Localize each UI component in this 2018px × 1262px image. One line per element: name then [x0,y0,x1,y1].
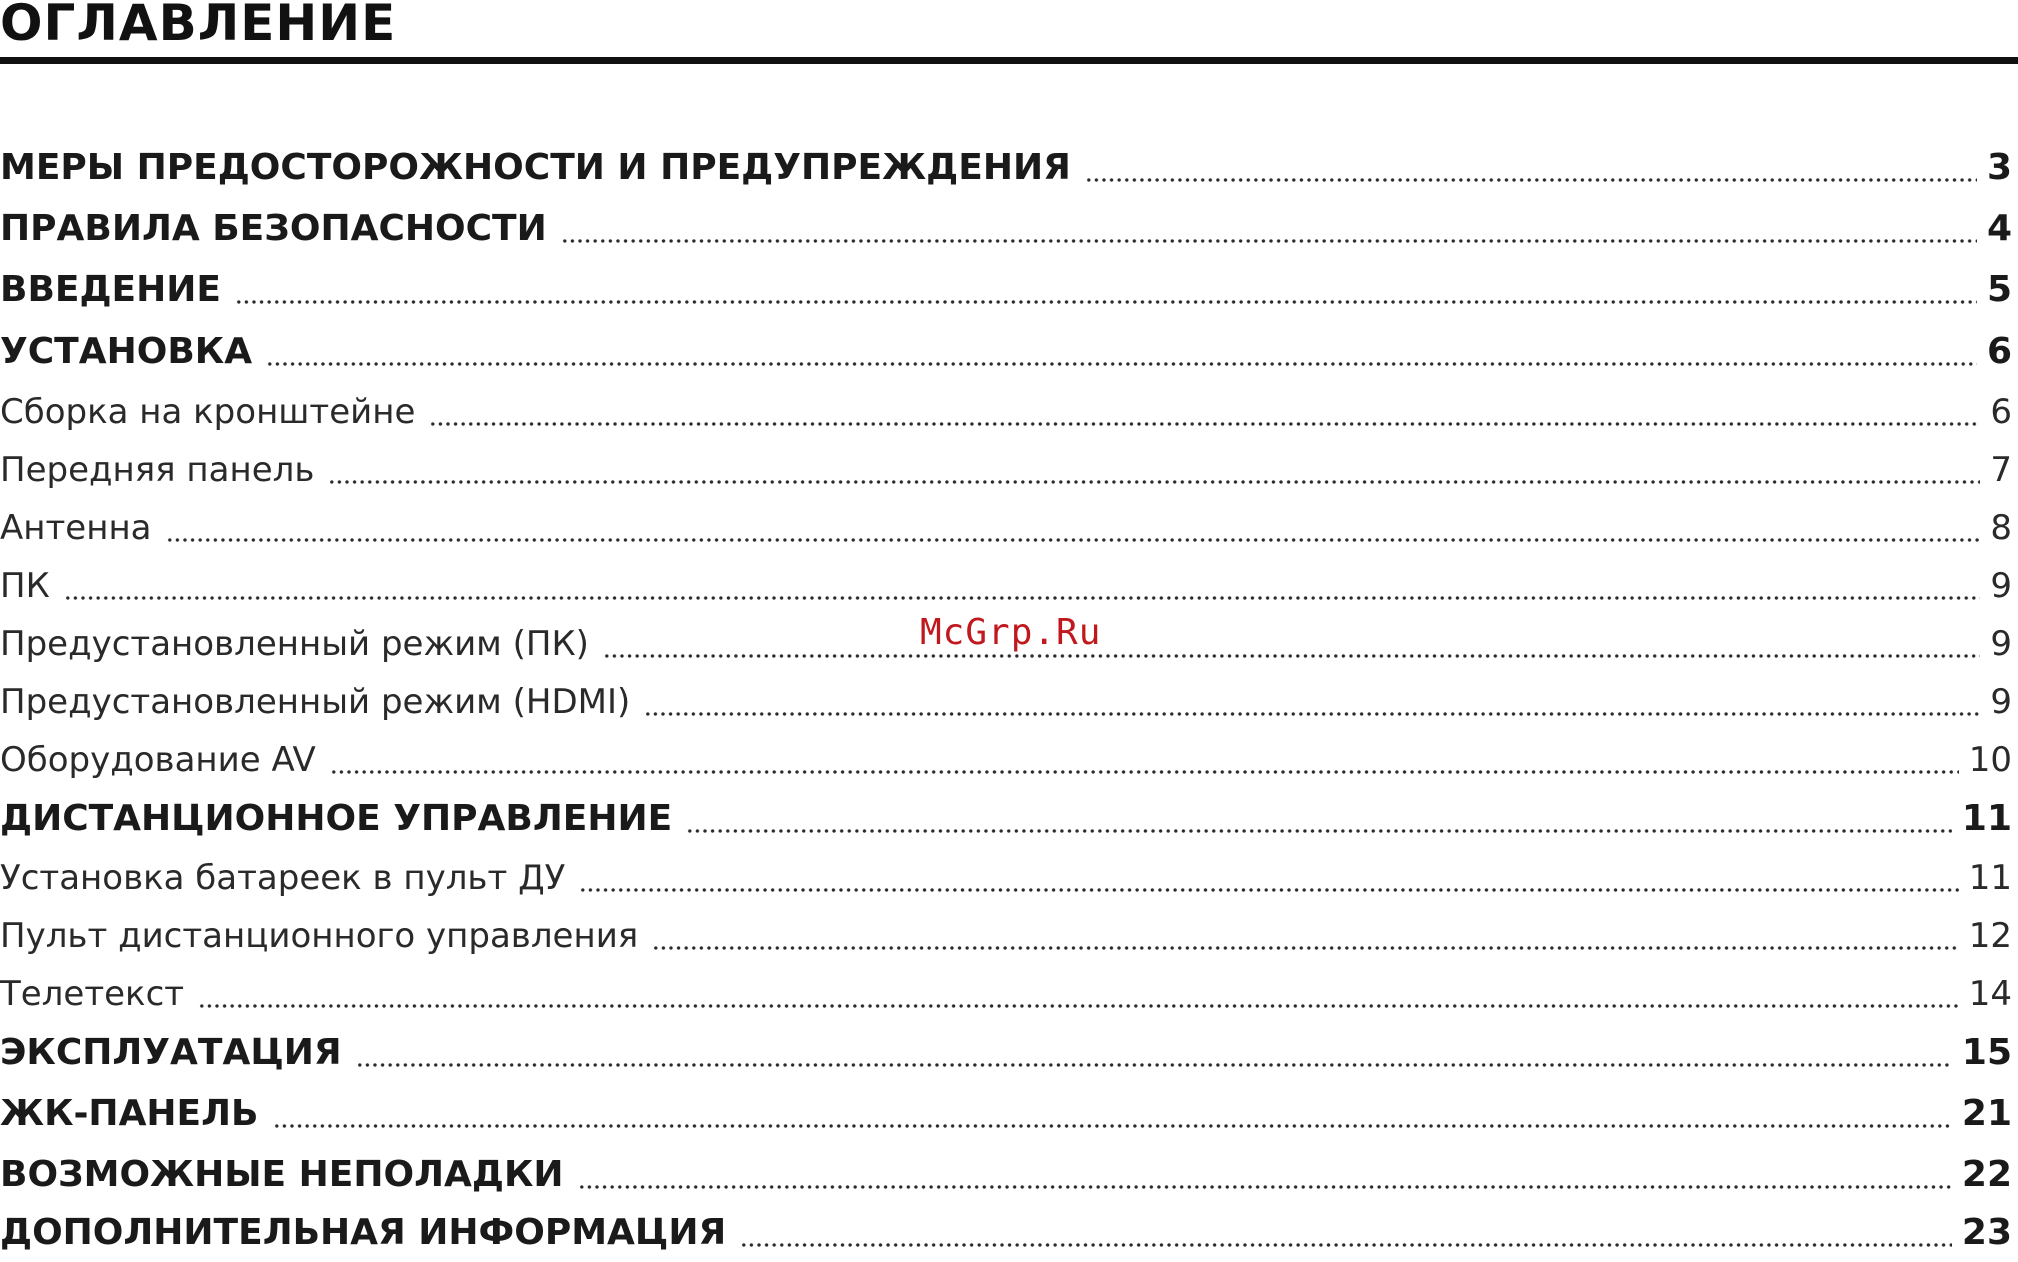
toc-entry-page: 21 [1961,1093,2012,1134]
toc-entry-title: Предустановленный режим (HDMI) [0,682,631,722]
toc-entry-title: Установка батареек в пульт ДУ [0,858,566,898]
toc-entry[interactable] [0,966,2018,1022]
toc-entry[interactable] [0,1205,2018,1261]
toc-entry[interactable] [0,442,2018,498]
toc-entry-page: 11 [1961,798,2012,839]
page-title: ОГЛАВЛЕНИЕ [0,0,397,52]
toc-entry-page: 6 [1986,331,2012,372]
toc-entry[interactable] [0,384,2018,440]
dot-leader [356,1062,1952,1068]
dot-leader [578,1184,1952,1190]
toc-entry-title: ЖК-ПАНЕЛЬ [0,1093,259,1134]
dot-leader [64,595,1981,601]
toc-entry[interactable] [0,732,2018,788]
toc-entry-title: ПК [0,566,50,606]
toc-entry-page: 22 [1961,1154,2012,1195]
toc-entry-page: 6 [1990,392,2012,432]
toc-entry-page: 23 [1961,1212,2012,1253]
toc-entry-title: Передняя панель [0,450,315,490]
dot-leader [740,1242,1952,1248]
dot-leader [686,828,1952,834]
toc-entry-page: 9 [1990,682,2012,722]
toc-entry-title: УСТАНОВКА [0,331,253,372]
toc-entry[interactable] [0,558,2018,614]
dot-leader [429,421,1980,427]
dot-leader [166,537,1981,543]
toc-entry[interactable] [0,674,2018,730]
dot-leader [603,653,1980,659]
toc-entry-page: 3 [1986,147,2012,188]
toc-entry-title: ДИСТАНЦИОННОЕ УПРАВЛЕНИЕ [0,798,673,839]
dot-leader [235,299,1977,305]
toc-entry-page: 11 [1968,858,2012,898]
dot-leader [644,711,1980,717]
dot-leader [330,769,1959,775]
toc-entry-title: Пульт дистанционного управления [0,916,639,956]
toc-entry-page: 15 [1961,1032,2012,1073]
toc-entry[interactable] [0,1086,2018,1142]
toc-entry-title: ВОЗМОЖНЫЕ НЕПОЛАДКИ [0,1154,564,1195]
dot-leader [561,238,1977,244]
toc-entry-page: 9 [1990,566,2012,606]
dot-leader [652,945,1958,951]
toc-entry-page: 7 [1990,450,2012,490]
toc-entry-page: 8 [1990,508,2012,548]
title-underline [0,57,2018,64]
toc-entry-page: 4 [1986,208,2012,249]
toc-entry-title: МЕРЫ ПРЕДОСТОРОЖНОСТИ И ПРЕДУПРЕЖДЕНИЯ [0,147,1071,188]
toc-entry[interactable] [0,201,2018,257]
toc-entry-page: 12 [1968,916,2012,956]
toc-entry[interactable] [0,1147,2018,1203]
toc-entry-title: Предустановленный режим (ПК) [0,624,589,664]
toc-entry-page: 9 [1990,624,2012,664]
dot-leader [579,887,1958,893]
watermark-text: McGrp.Ru [920,612,1102,653]
toc-entry-title: Сборка на кронштейне [0,392,416,432]
toc-entry[interactable] [0,850,2018,906]
toc-entry[interactable] [0,1025,2018,1081]
dot-leader [273,1123,1952,1129]
toc-entry-page: 14 [1968,974,2012,1014]
toc-entry-title: ДОПОЛНИТЕЛЬНАЯ ИНФОРМАЦИЯ [0,1212,727,1253]
toc-entry[interactable] [0,140,2018,196]
toc-entry-page: 10 [1968,740,2012,780]
toc-entry[interactable] [0,791,2018,847]
toc-entry-title: ВВЕДЕНИЕ [0,269,221,310]
toc-entry[interactable] [0,324,2018,380]
toc-entry-title: ЭКСПЛУАТАЦИЯ [0,1032,342,1073]
toc-entry[interactable] [0,262,2018,318]
toc-entry-title: Оборудование AV [0,740,316,780]
toc-entry-title: ПРАВИЛА БЕЗОПАСНОСТИ [0,208,547,249]
dot-leader [328,479,1980,485]
dot-leader [198,1003,1959,1009]
toc-entry[interactable] [0,908,2018,964]
dot-leader [266,361,1977,367]
toc-entry[interactable] [0,500,2018,556]
toc-entry-page: 5 [1986,269,2012,310]
toc-entry-title: Телетекст [0,974,185,1014]
dot-leader [1085,177,1977,183]
toc-entry-title: Антенна [0,508,152,548]
